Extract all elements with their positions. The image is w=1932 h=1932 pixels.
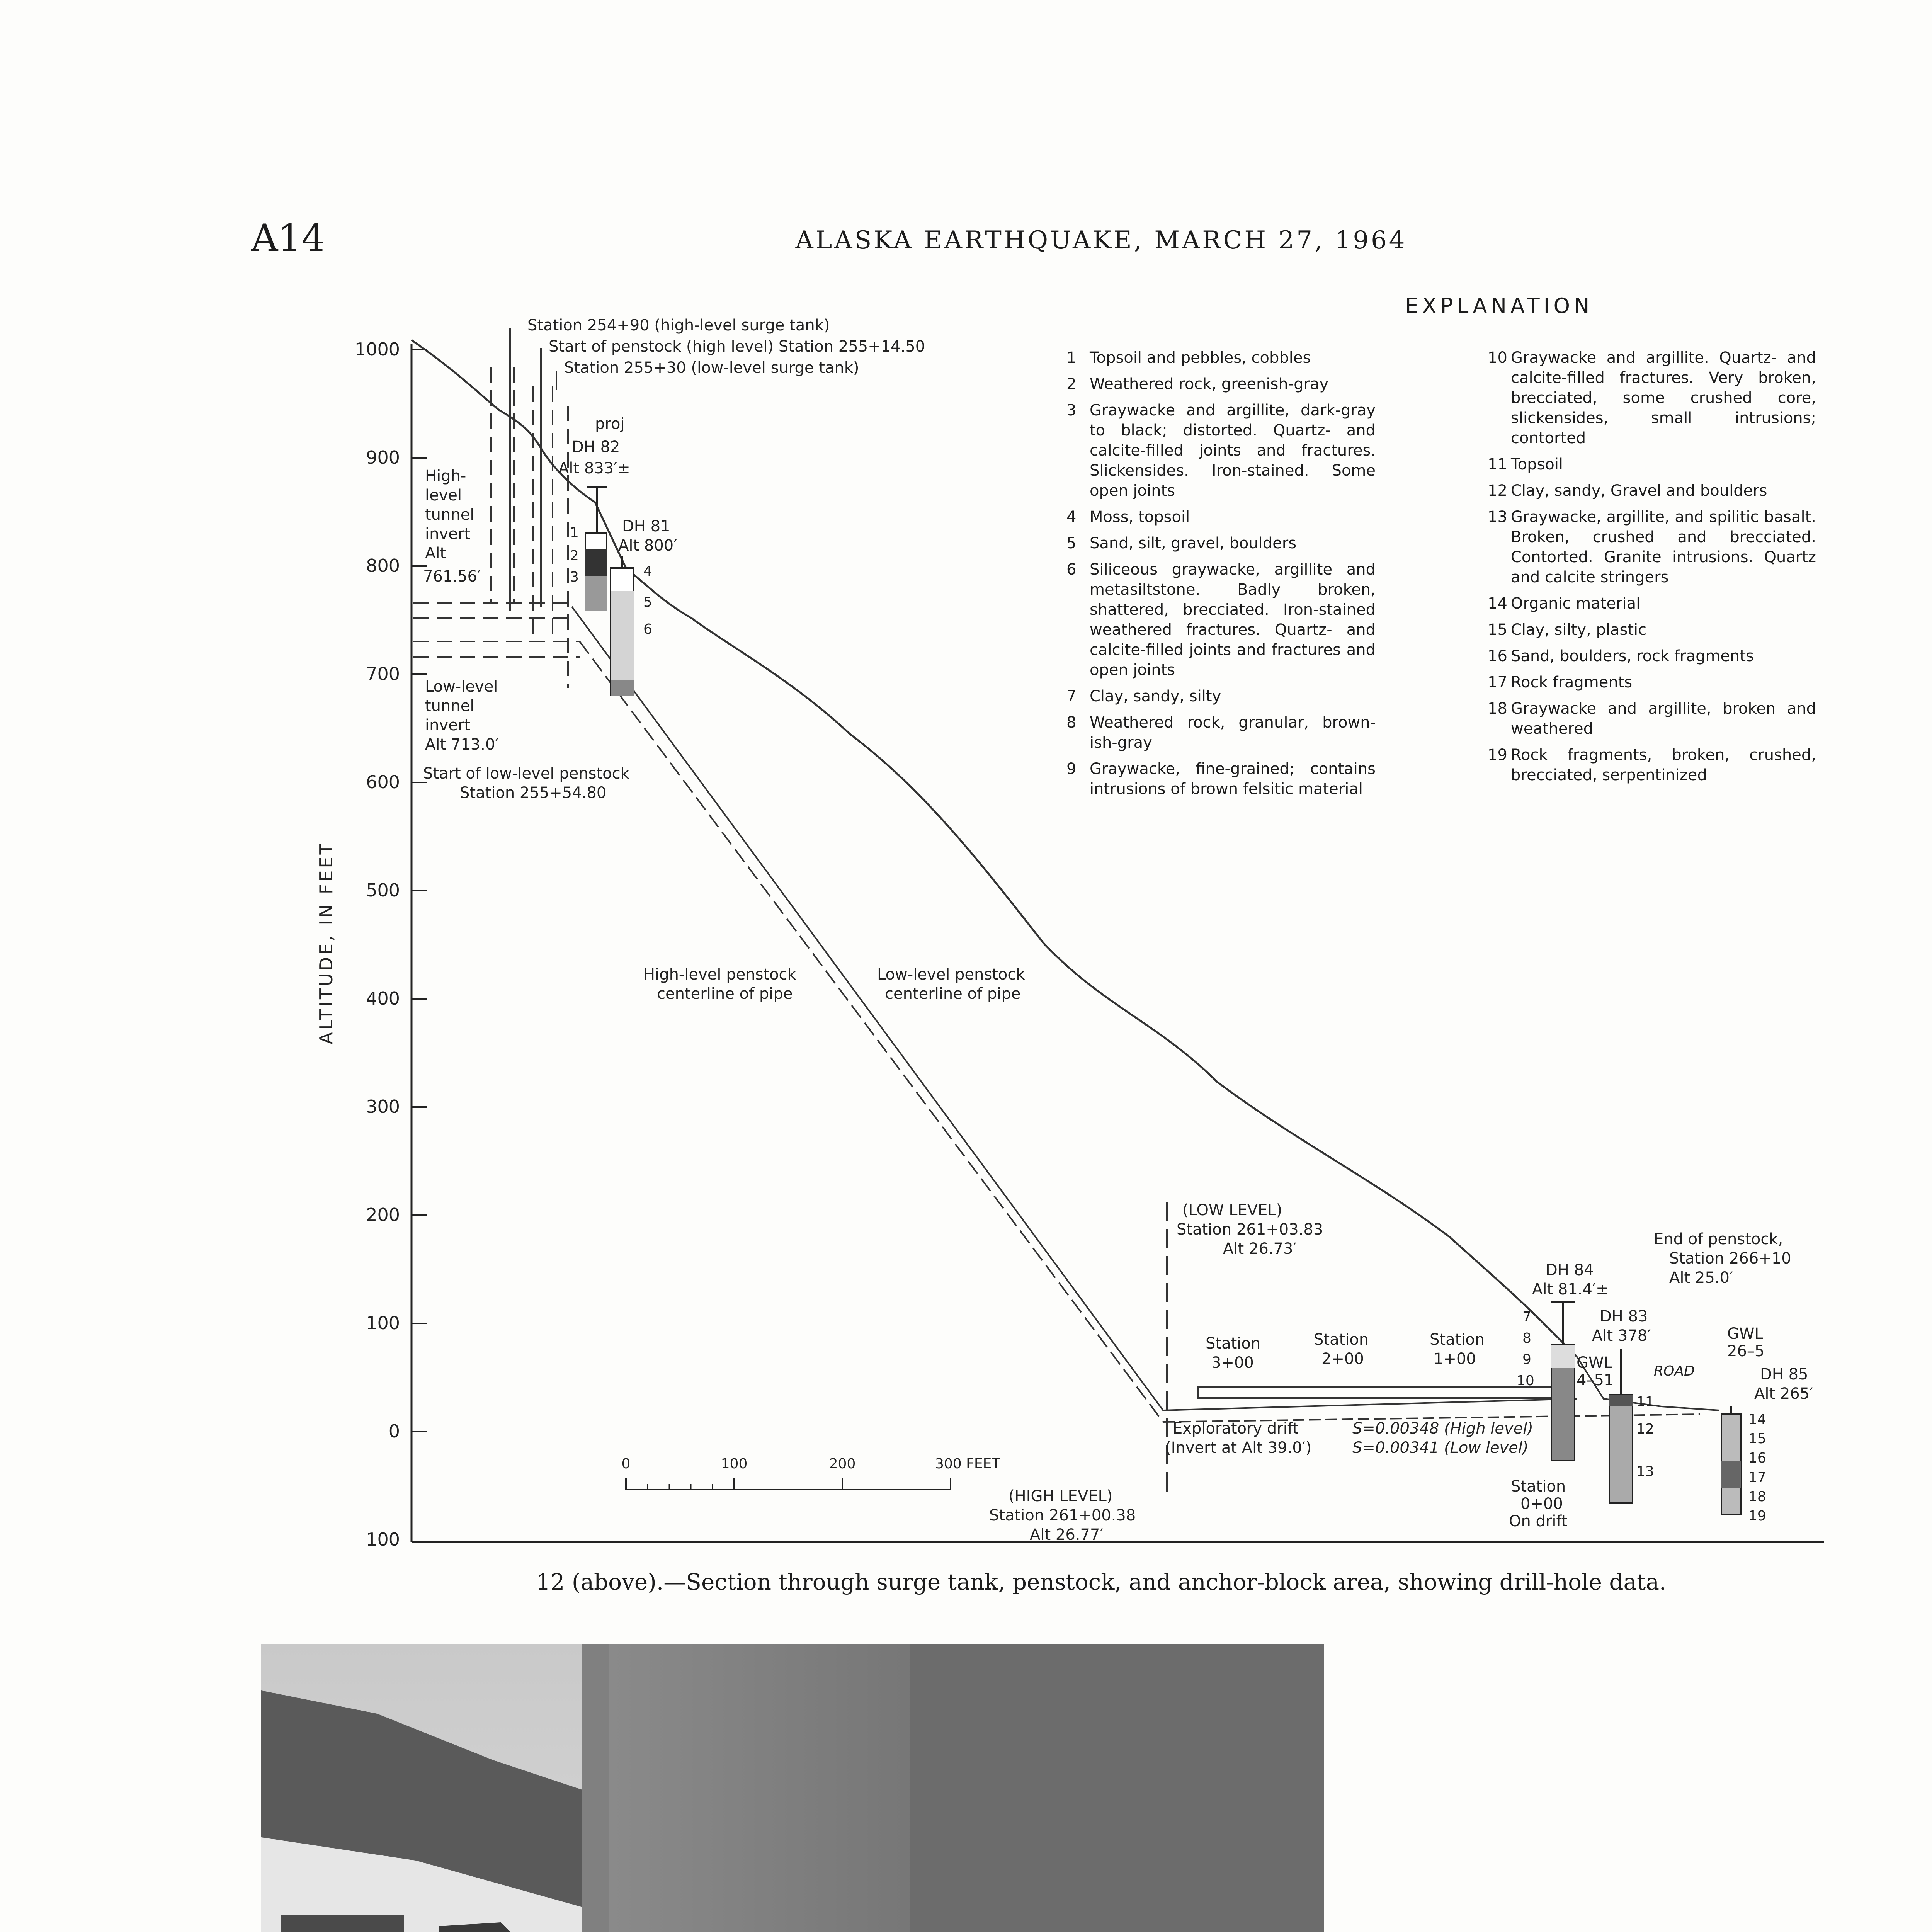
end-penstock-station: Station 266+10 bbox=[1669, 1250, 1791, 1267]
start-low-penstock-label: Start of low-level penstock bbox=[423, 765, 629, 782]
explanation-number: 11 bbox=[1488, 456, 1507, 473]
proj-label: proj bbox=[595, 415, 625, 433]
slope-high-label: S=0.00348 (High level) bbox=[1352, 1420, 1534, 1437]
gwl-value: 4–51 bbox=[1577, 1371, 1614, 1389]
station-0-00-label: Station bbox=[1511, 1478, 1566, 1495]
dh83-label: DH 83 bbox=[1600, 1308, 1648, 1325]
tick-100 bbox=[366, 1313, 427, 1333]
station-0-00-drift: On drift bbox=[1509, 1512, 1568, 1530]
explanation-text: Sand, boulders, rock fragments bbox=[1511, 647, 1754, 665]
dh81-label: DH 81 bbox=[622, 517, 670, 535]
explanation-item bbox=[1488, 646, 1816, 666]
explanation-number: 10 bbox=[1488, 349, 1507, 367]
dh85-alt-label: Alt 265′ bbox=[1754, 1385, 1813, 1403]
drill-hole-dh82 bbox=[585, 487, 607, 611]
explanation-number: 15 bbox=[1488, 621, 1507, 639]
explanation-item bbox=[1066, 713, 1376, 753]
explanation-number: 17 bbox=[1488, 673, 1507, 691]
unit-label: 6 bbox=[643, 621, 652, 637]
figure-13-photograph bbox=[261, 1644, 1324, 1932]
y-axis-label: ALTITUDE, IN FEET bbox=[316, 841, 337, 1044]
dh84-label: DH 84 bbox=[1546, 1261, 1594, 1279]
unit-label: 2 bbox=[570, 548, 579, 564]
explanation-text: Clay, sandy, silty bbox=[1090, 687, 1221, 705]
tick-0 bbox=[389, 1421, 427, 1442]
tick-label: 400 bbox=[366, 988, 400, 1009]
unit-label: 16 bbox=[1748, 1450, 1766, 1466]
high-level-label: (HIGH LEVEL) bbox=[1009, 1487, 1113, 1505]
tick-800 bbox=[366, 555, 427, 576]
wooden-fence bbox=[281, 1915, 404, 1932]
gwl-26-label: GWL bbox=[1727, 1325, 1763, 1343]
low-tunnel-alt-label: Alt 713.0′ bbox=[425, 736, 499, 753]
explanation-text: Moss, topsoil bbox=[1090, 508, 1190, 526]
explanation-number: 1 bbox=[1066, 349, 1077, 367]
figure-12-caption: 12 (above).—Section through surge tank, penstock, and anchor-block area, showing drill-hole data. bbox=[536, 1569, 1667, 1595]
unit-label: 7 bbox=[1522, 1309, 1531, 1325]
explanation-number: 2 bbox=[1066, 375, 1077, 393]
unit-label: 11 bbox=[1636, 1394, 1654, 1410]
explanation-number: 14 bbox=[1488, 595, 1507, 612]
tick-label: 200 bbox=[366, 1204, 400, 1225]
tick-label: 100 bbox=[366, 1313, 400, 1333]
explanation-item bbox=[1066, 533, 1376, 553]
unit-label: 8 bbox=[1522, 1330, 1531, 1346]
explanation-number: 19 bbox=[1488, 746, 1507, 764]
tick-label: 700 bbox=[366, 663, 400, 684]
road-label: ROAD bbox=[1654, 1363, 1695, 1379]
dh81-alt-label: Alt 800′ bbox=[618, 537, 677, 554]
high-tunnel-label: level bbox=[425, 486, 462, 504]
explanation-item bbox=[1066, 560, 1376, 680]
penstock-start-high-label: Start of penstock (high level) Station 255+14.50 bbox=[549, 338, 925, 355]
low-tunnel-label: Low-level bbox=[425, 678, 498, 696]
station-3-00-label: Station bbox=[1206, 1335, 1261, 1352]
unit-label: 1 bbox=[570, 525, 579, 541]
tick-label: 0 bbox=[388, 1421, 400, 1442]
low-penstock-label-2: centerline of pipe bbox=[885, 985, 1021, 1003]
unit-label: 14 bbox=[1748, 1412, 1766, 1427]
tick-label: 900 bbox=[366, 447, 400, 468]
explanation-text: Graywacke and argillite, dark-gray to black; distorted. Quartz- and calcite-filled joints and fractures. Slickensides. Iron-stained. Some open joints bbox=[1090, 401, 1376, 500]
ground-surface-profile bbox=[412, 340, 1577, 1356]
low-level-station: Station 261+03.83 bbox=[1177, 1221, 1323, 1238]
unit-label: 10 bbox=[1517, 1373, 1534, 1389]
explanation-text: Siliceous graywacke, argillite and metasiltstone. Badly broken, shattered, brecciated. Iron-stained weathered fractures. Quartz- and calcite-filled joints and fractures and open joints bbox=[1090, 561, 1376, 679]
unit-label: 15 bbox=[1748, 1431, 1766, 1447]
tick-900 bbox=[366, 447, 427, 468]
page-number: A14 bbox=[251, 216, 325, 260]
station-2-00-label: Station bbox=[1314, 1331, 1369, 1349]
start-low-penstock-station: Station 255+54.80 bbox=[460, 784, 607, 802]
scale-label: 100 bbox=[721, 1456, 748, 1472]
unit-label: 3 bbox=[570, 569, 579, 585]
tick-300 bbox=[366, 1096, 427, 1117]
dh84-alt-label: Alt 81.4′± bbox=[1532, 1281, 1609, 1298]
explanation-item bbox=[1488, 507, 1816, 587]
explanation-item bbox=[1488, 620, 1816, 640]
station-3-00-value: 3+00 bbox=[1211, 1354, 1254, 1372]
explanation-item bbox=[1488, 672, 1816, 692]
high-tunnel-label: High- bbox=[425, 467, 466, 485]
tick-label: 800 bbox=[366, 555, 400, 576]
low-penstock-label: Low-level penstock bbox=[877, 966, 1025, 983]
tick-label: 600 bbox=[366, 772, 400, 793]
exploratory-drift-invert: (Invert at Alt 39.0′) bbox=[1165, 1439, 1312, 1457]
scale-label: 300 FEET bbox=[935, 1456, 1000, 1472]
drill-hole-dh85 bbox=[1721, 1406, 1741, 1515]
explanation-text: Organic material bbox=[1511, 595, 1641, 612]
explanation-number: 8 bbox=[1066, 714, 1077, 731]
unit-label: 9 bbox=[1522, 1352, 1531, 1367]
tick-500 bbox=[366, 880, 427, 901]
scale-label: 200 bbox=[829, 1456, 856, 1472]
low-level-label: (LOW LEVEL) bbox=[1182, 1201, 1282, 1219]
tick-200 bbox=[366, 1204, 427, 1225]
explanation-text: Topsoil and pebbles, cobbles bbox=[1090, 349, 1311, 367]
tick-400 bbox=[366, 988, 427, 1009]
unit-label: 17 bbox=[1748, 1469, 1766, 1485]
explanation-item bbox=[1066, 507, 1376, 527]
tick-label: 100 bbox=[366, 1529, 400, 1550]
station-0-00-value: 0+00 bbox=[1520, 1495, 1563, 1513]
gwl-26-value: 26–5 bbox=[1727, 1342, 1765, 1360]
station-2-00-value: 2+00 bbox=[1321, 1350, 1364, 1368]
scale-label: 0 bbox=[621, 1456, 631, 1472]
dh85-label: DH 85 bbox=[1760, 1366, 1808, 1383]
unit-label: 13 bbox=[1636, 1464, 1654, 1480]
explanation-item bbox=[1488, 454, 1816, 474]
unit-label: 19 bbox=[1748, 1508, 1766, 1524]
explanation-text: Rock fragments bbox=[1511, 673, 1633, 691]
explanation-text: Graywacke, argillite, and spilitic basalt. Broken, crushed and brecciated. Contorted. Granite intrusions. Quartz and calcite stringers bbox=[1511, 508, 1816, 586]
high-level-drift bbox=[1163, 1399, 1577, 1410]
explanation-item bbox=[1488, 481, 1816, 501]
explanation-title: EXPLANATION bbox=[1405, 294, 1594, 318]
station-255-30-label: Station 255+30 (low-level surge tank) bbox=[564, 359, 859, 377]
explanation-item bbox=[1488, 745, 1816, 785]
high-penstock-label-2: centerline of pipe bbox=[657, 985, 793, 1003]
explanation-text: Weathered rock, granular, brown-ish-gray bbox=[1090, 714, 1376, 752]
explanation-item bbox=[1488, 699, 1816, 739]
explanation-item bbox=[1066, 400, 1376, 501]
explanation-text: Weathered rock, greenish-gray bbox=[1090, 375, 1329, 393]
explanation-item bbox=[1488, 594, 1816, 614]
tick-label: 1000 bbox=[354, 339, 400, 360]
explanation-column-2 bbox=[1488, 348, 1816, 791]
exploratory-drift bbox=[1198, 1387, 1553, 1398]
explanation-text: Graywacke and argillite. Quartz- and calcite-filled fractures. Very broken, brecciated, some crushed core, slickensides, small intrusions; contorted bbox=[1511, 349, 1816, 447]
drill-hole-dh84 bbox=[1551, 1302, 1575, 1461]
unit-label: 5 bbox=[643, 594, 652, 610]
high-level-station: Station 261+00.38 bbox=[989, 1507, 1136, 1524]
explanation-number: 18 bbox=[1488, 700, 1507, 718]
gwl-label: GWL bbox=[1577, 1354, 1612, 1372]
unit-label: 18 bbox=[1748, 1489, 1766, 1505]
exploratory-drift-label: Exploratory drift bbox=[1173, 1420, 1299, 1437]
explanation-number: 16 bbox=[1488, 647, 1507, 665]
dh82-alt-label: Alt 833′± bbox=[558, 459, 630, 477]
tick-700 bbox=[366, 663, 427, 684]
dh82-label: DH 82 bbox=[572, 438, 620, 456]
slope-low-label: S=0.00341 (Low level) bbox=[1352, 1439, 1529, 1457]
tick-600 bbox=[366, 772, 427, 793]
high-tunnel-label: invert bbox=[425, 525, 470, 543]
running-title: ALASKA EARTHQUAKE, MARCH 27, 1964 bbox=[795, 226, 1407, 255]
tick-minus-100 bbox=[366, 1529, 400, 1550]
tick-label: 300 bbox=[366, 1096, 400, 1117]
explanation-number: 9 bbox=[1066, 760, 1077, 778]
anchor-block-side bbox=[910, 1644, 1324, 1932]
explanation-number: 5 bbox=[1066, 534, 1077, 552]
explanation-text: Topsoil bbox=[1511, 456, 1563, 473]
scale-bar bbox=[622, 1456, 1001, 1490]
explanation-item bbox=[1488, 348, 1816, 448]
explanation-text: Clay, sandy, Gravel and boulders bbox=[1511, 482, 1767, 500]
explanation-text: Graywacke and argillite, broken and weathered bbox=[1511, 700, 1816, 738]
high-tunnel-label: Alt bbox=[425, 544, 446, 562]
explanation-text: Graywacke, fine-grained; contains intrusions of brown felsitic material bbox=[1090, 760, 1376, 798]
explanation-number: 3 bbox=[1066, 401, 1077, 419]
explanation-column-1 bbox=[1066, 348, 1376, 805]
drill-hole-dh81 bbox=[611, 556, 634, 696]
end-penstock-label: End of penstock, bbox=[1654, 1230, 1783, 1248]
y-axis-ticks bbox=[355, 339, 427, 1550]
tick-1000 bbox=[355, 339, 427, 360]
high-penstock-label: High-level penstock bbox=[643, 966, 796, 983]
explanation-item bbox=[1066, 759, 1376, 799]
explanation-item bbox=[1066, 374, 1376, 394]
unit-label: 4 bbox=[643, 563, 652, 579]
low-level-alt: Alt 26.73′ bbox=[1223, 1240, 1297, 1258]
high-tunnel-alt-label: 761.56′ bbox=[423, 568, 481, 585]
dh83-alt-label: Alt 378′ bbox=[1592, 1327, 1651, 1345]
explanation-text: Rock fragments, broken, crushed, brecciated, serpentinized bbox=[1511, 746, 1816, 784]
low-tunnel-label: tunnel bbox=[425, 697, 474, 715]
station-1-00-value: 1+00 bbox=[1434, 1350, 1476, 1368]
station-254-90-label: Station 254+90 (high-level surge tank) bbox=[527, 316, 830, 334]
unit-label: 12 bbox=[1636, 1421, 1654, 1437]
explanation-item bbox=[1066, 348, 1376, 368]
low-tunnel-label: invert bbox=[425, 716, 470, 734]
high-tunnel-label: tunnel bbox=[425, 506, 474, 524]
explanation-number: 13 bbox=[1488, 508, 1507, 526]
explanation-text: Sand, silt, gravel, boulders bbox=[1090, 534, 1297, 552]
explanation-item bbox=[1066, 686, 1376, 706]
explanation-number: 6 bbox=[1066, 561, 1077, 578]
station-1-00-label: Station bbox=[1430, 1331, 1485, 1349]
tick-label: 500 bbox=[366, 880, 400, 901]
explanation-number: 7 bbox=[1066, 687, 1077, 705]
high-level-alt: Alt 26.77′ bbox=[1030, 1526, 1104, 1544]
explanation-number: 12 bbox=[1488, 482, 1507, 500]
explanation-text: Clay, silty, plastic bbox=[1511, 621, 1647, 639]
end-penstock-alt: Alt 25.0′ bbox=[1669, 1269, 1733, 1287]
explanation-number: 4 bbox=[1066, 508, 1077, 526]
